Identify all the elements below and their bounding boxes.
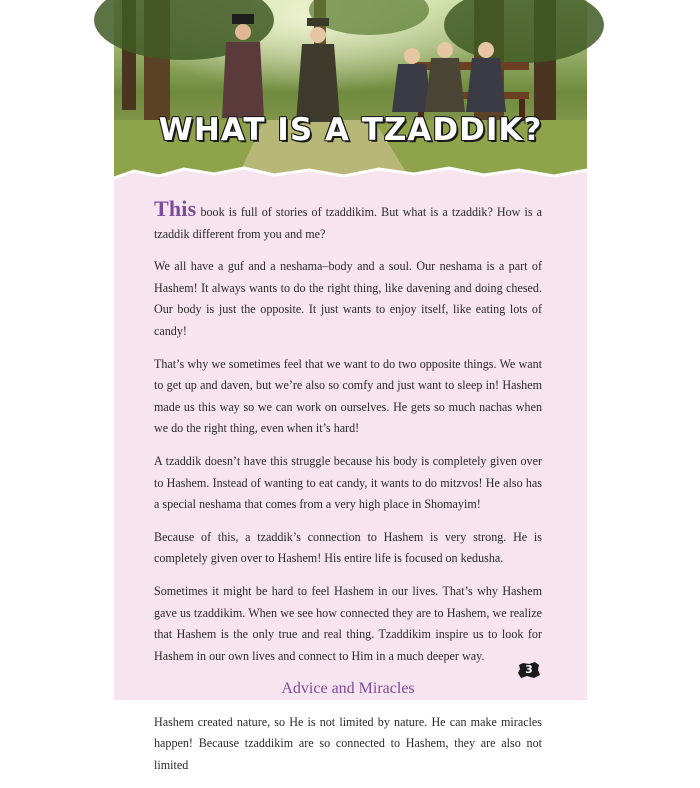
paragraph-1-text: book is full of stories of tzaddikim. But what is a tzaddik? How is a tzaddik different from you and me? [154,205,542,241]
paragraph-5: Because of this, a tzaddik’s connection to Hashem is very strong. He is completely given over to Hashem! His entire life is focused on kedusha. [154,529,542,566]
paragraph-6: Sometimes it might be hard to feel Hashem in our lives. That’s why Hashem gave us tzaddikim. When we see how connected they are to Hashem, we realize that Hashem is the only true and real thing. Tzaddikim inspire us to look for Hashem in our own lives and connect to Him in a much deeper way. [154,583,542,663]
paragraph-1 [154,198,542,245]
page-number: 3 [525,663,533,676]
forest-illustration [114,0,587,185]
article-body [154,198,542,788]
section-subheading: Advice and Miracles [281,680,415,698]
book-page [114,0,587,773]
lead-word: This [154,196,197,221]
paragraph-7: Hashem created nature, so He is not limited by nature. He can make miracles happen! Because tzaddikim are so connected to Hashem, they are also not limited [154,714,542,773]
page-number-badge [518,662,540,678]
paragraph-2: We all have a guf and a neshama–body and a soul. Our neshama is a part of Hashem! It always wants to do the right thing, like davening and doing chesed. Our body is just the opposite. It just wants to enjoy itself, like eating lots of candy! [154,259,542,338]
page-title: WHAT IS A TZADDIK? [158,112,543,148]
illustration-banner [114,0,587,185]
paragraph-3: That’s why we sometimes feel that we want to do two opposite things. We want to get up and daven, but we’re also so comfy and just want to sleep in! Hashem made us this way so we can work on ourselves. He gets so much nachas when we do the right thing, even when it’s hard! [154,356,542,436]
paragraph-4: A tzaddik doesn’t have this struggle because his body is completely given over to Hashem. Instead of wanting to eat candy, it wants to do mitzvos! He also has a special neshama that comes from a very high place in Shomayim! [154,453,542,512]
